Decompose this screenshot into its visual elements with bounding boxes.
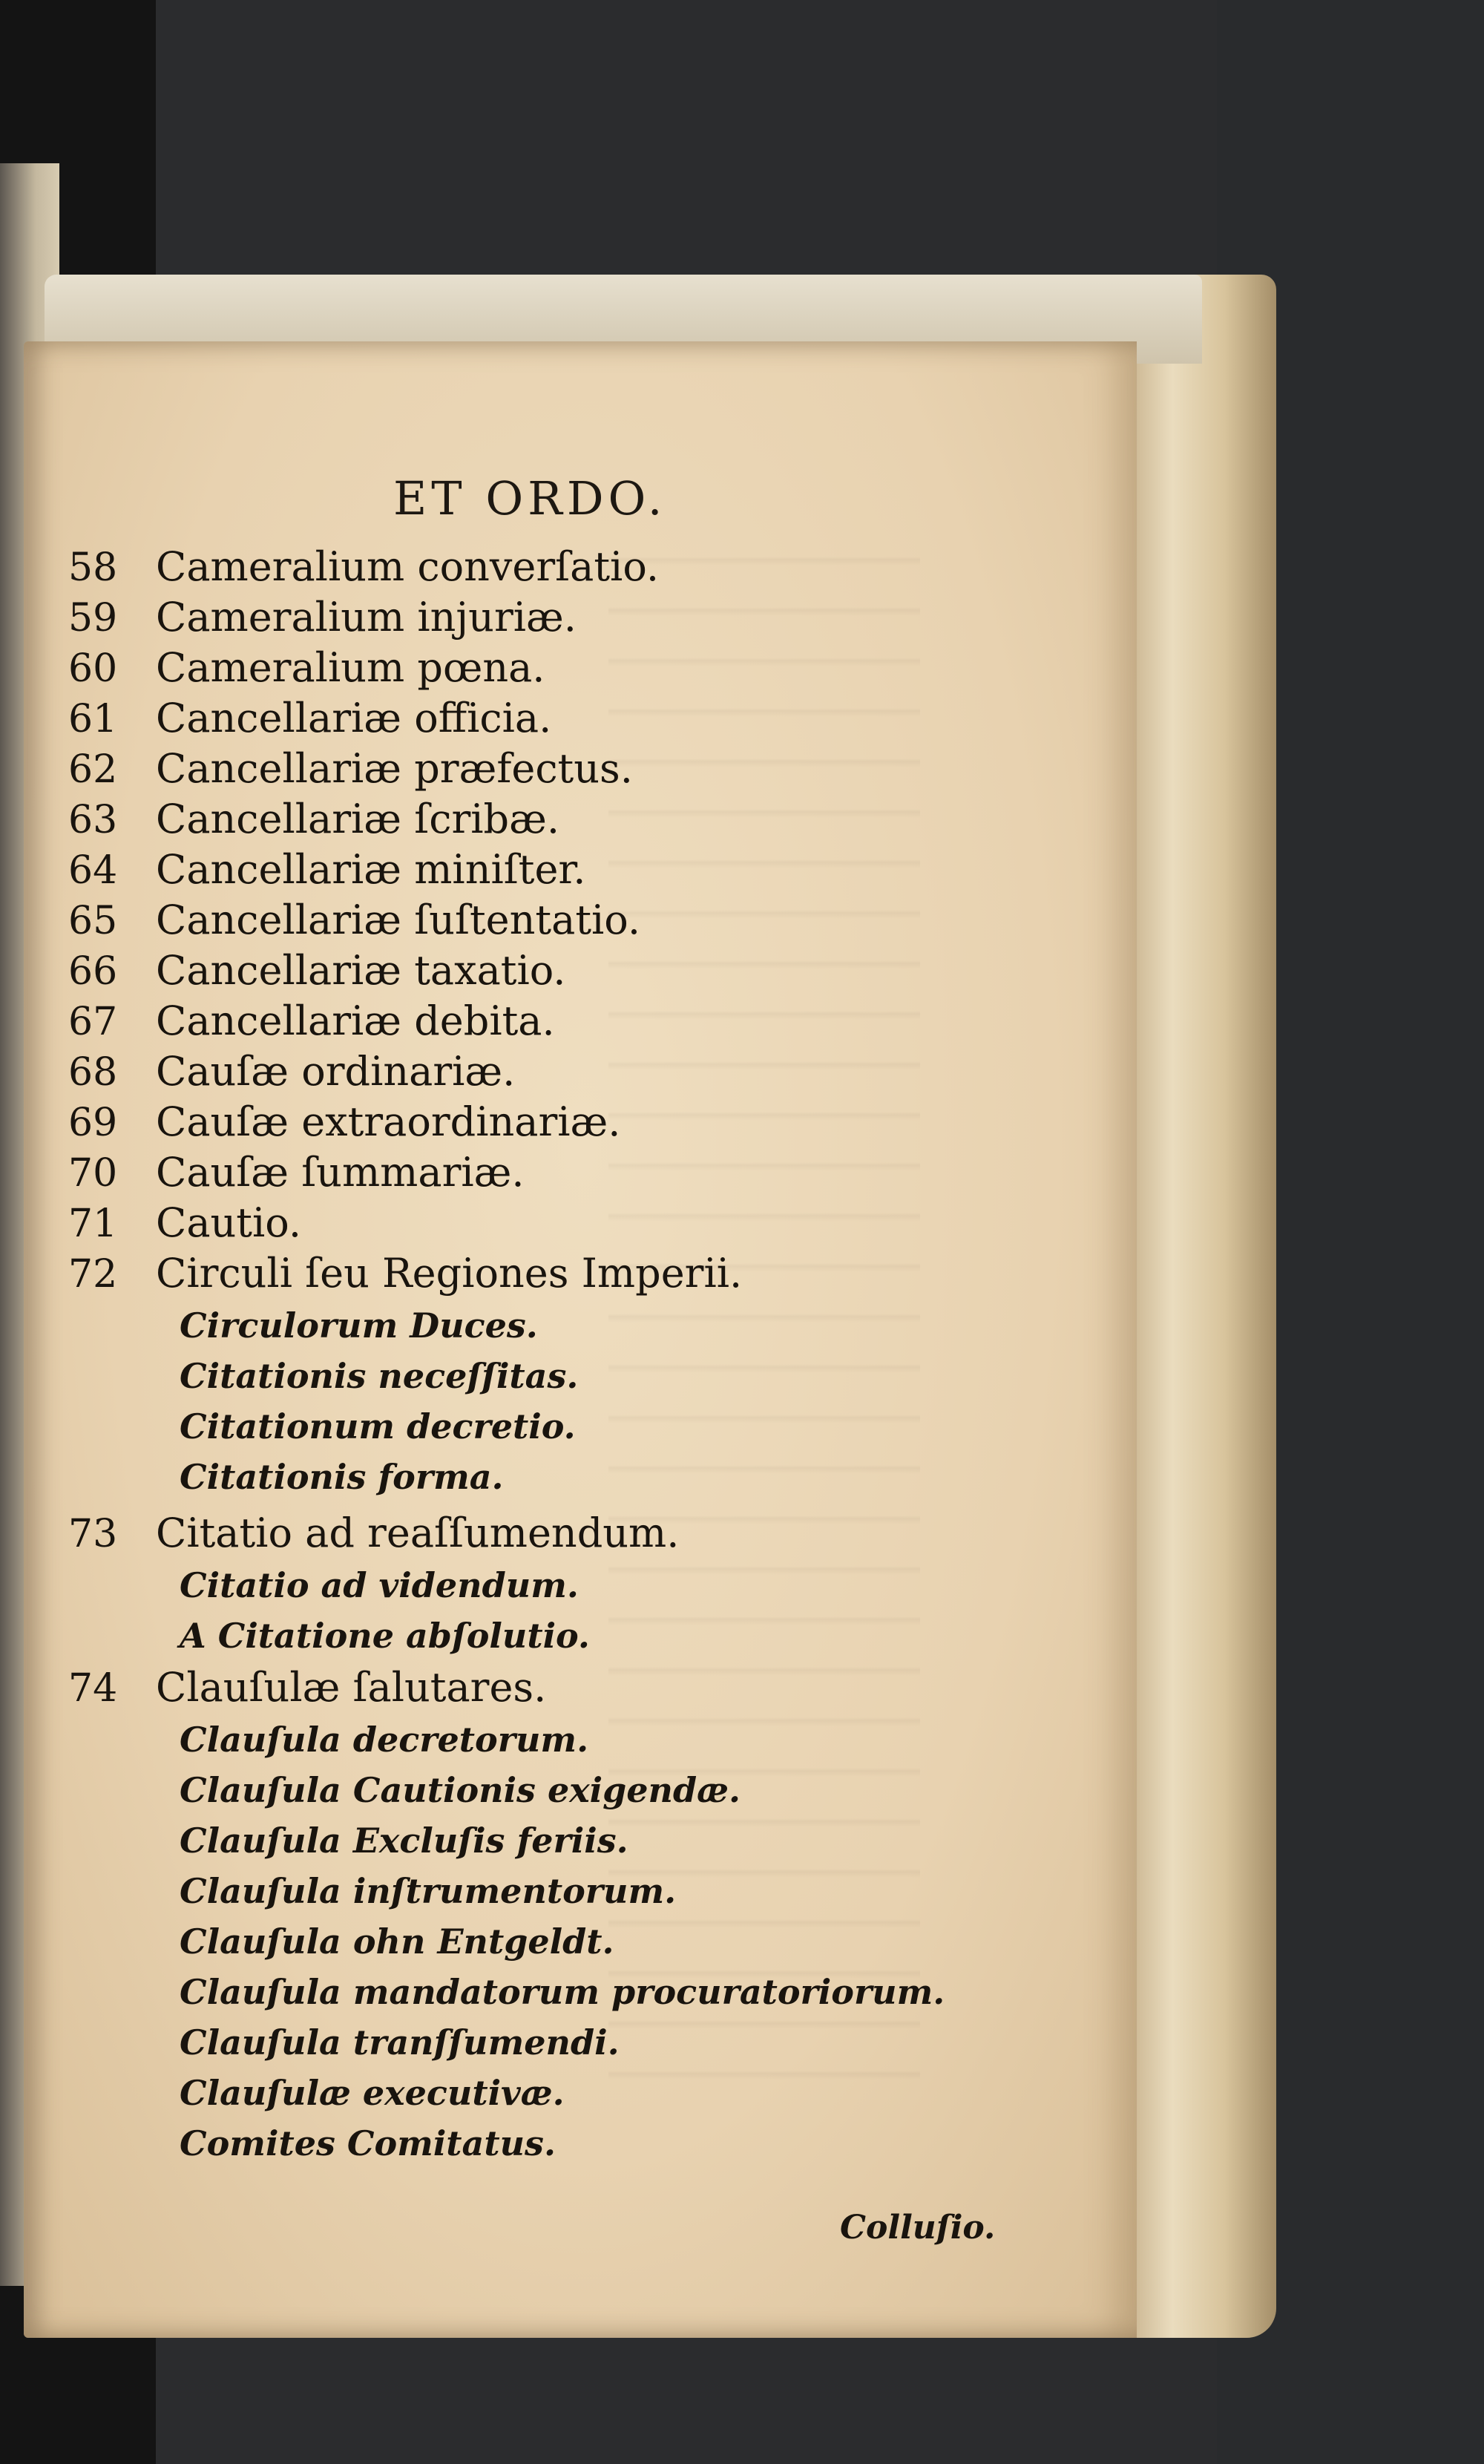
entry-text: Clauſulæ ſalutares. — [156, 1664, 547, 1711]
entry-text: Cancellariæ taxatio. — [156, 947, 566, 994]
index-entry — [68, 1198, 301, 1248]
entry-text: Cancellariæ debita. — [156, 997, 555, 1044]
entry-text: Circuli ſeu Regiones Imperii. — [156, 1250, 743, 1297]
index-entry — [68, 1248, 742, 1299]
entry-number: 74 — [68, 1666, 118, 1711]
entry-number: 73 — [68, 1512, 118, 1556]
entry-text: Cautio. — [156, 1199, 301, 1246]
entry-text: Cauſæ extraordinariæ. — [156, 1098, 621, 1145]
sub-entry: Clauſula Cautionis exigendæ. — [180, 1770, 741, 1810]
entry-number: 63 — [68, 798, 118, 842]
index-entry — [68, 643, 545, 693]
index-entry — [68, 1147, 525, 1198]
entry-text: Cancellariæ ſuſtentatio. — [156, 897, 641, 943]
index-entry — [68, 542, 659, 592]
index-entry — [68, 744, 633, 794]
sub-entry: Clauſula mandatorum procuratoriorum. — [180, 1972, 945, 2012]
entry-text: Citatio ad reaſſumendum. — [156, 1510, 680, 1556]
entry-text: Cauſæ ſummariæ. — [156, 1149, 525, 1196]
sub-entry: A Citatione abſolutio. — [180, 1616, 590, 1656]
entry-text: Cancellariæ ſcribæ. — [156, 796, 560, 842]
entry-text: Cameralium converſatio. — [156, 543, 660, 590]
sub-entry: Clauſula inſtrumentorum. — [180, 1871, 677, 1911]
sub-entry: Clauſula ohn Entgeldt. — [180, 1921, 614, 1962]
catchword: Colluſio. — [840, 2209, 996, 2247]
show-through-decoration — [608, 534, 920, 2093]
index-entry — [68, 1662, 546, 1713]
index-entry — [68, 996, 555, 1046]
book-fore-edge — [1128, 275, 1276, 2338]
entry-number: 68 — [68, 1050, 118, 1095]
sub-entry: Clauſula Excluſis feriis. — [180, 1821, 628, 1861]
entry-number: 60 — [68, 646, 118, 691]
entry-number: 71 — [68, 1202, 118, 1246]
entry-number: 70 — [68, 1151, 118, 1196]
entry-number: 67 — [68, 1000, 118, 1044]
sub-entry: Clauſula tranſſumendi. — [180, 2022, 620, 2062]
sub-entry: Comites Comitatus. — [180, 2123, 556, 2163]
entry-number: 62 — [68, 747, 118, 792]
index-entry — [68, 1508, 679, 1559]
index-entry — [68, 946, 565, 996]
entry-text: Cameralium injuriæ. — [156, 594, 577, 640]
entry-number: 59 — [68, 596, 118, 640]
entry-text: Cauſæ ordinariæ. — [156, 1048, 516, 1095]
index-entry — [68, 895, 640, 946]
page-header: ET ORDO. — [393, 471, 667, 525]
index-entry — [68, 1097, 620, 1147]
index-entry — [68, 1046, 515, 1097]
entry-text: Cancellariæ præfectus. — [156, 745, 633, 792]
entry-number: 61 — [68, 697, 118, 741]
sub-entry: Circulorum Duces. — [180, 1305, 538, 1346]
index-entry — [68, 693, 551, 744]
entry-text: Cancellariæ miniſter. — [156, 846, 586, 893]
entry-number: 58 — [68, 545, 118, 590]
entry-number: 72 — [68, 1252, 118, 1297]
sub-entry: Citationis forma. — [180, 1457, 504, 1497]
entry-number: 64 — [68, 848, 118, 893]
sub-entry: Citationum decretio. — [180, 1406, 576, 1446]
index-entry — [68, 845, 585, 895]
index-entry — [68, 794, 559, 845]
entry-number: 65 — [68, 899, 118, 943]
entry-text: Cameralium pœna. — [156, 644, 545, 691]
entry-number: 66 — [68, 949, 118, 994]
sub-entry: Citationis neceſſitas. — [180, 1356, 579, 1396]
entry-number: 69 — [68, 1101, 118, 1145]
sub-entry: Clauſulæ executivæ. — [180, 2073, 565, 2113]
sub-entry: Clauſula decretorum. — [180, 1720, 589, 1760]
index-entry — [68, 592, 577, 643]
entry-text: Cancellariæ officia. — [156, 695, 552, 741]
sub-entry: Citatio ad videndum. — [180, 1565, 579, 1605]
